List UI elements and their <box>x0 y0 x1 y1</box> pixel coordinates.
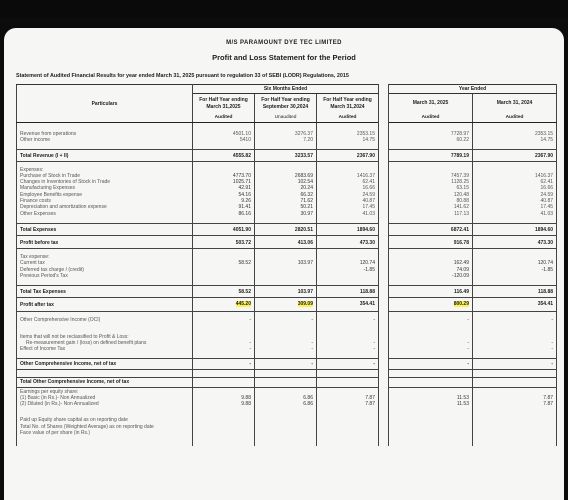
col-status: Unaudited <box>255 113 317 123</box>
table-row <box>17 312 557 328</box>
cell-value: 102.54 <box>297 179 313 186</box>
cell-value: 2683.69 <box>294 172 313 179</box>
table-row <box>17 161 557 223</box>
cell-value: - <box>467 339 469 346</box>
group-year-ended: Year Ended <box>389 85 557 94</box>
cell-value: 1894.60 <box>473 223 557 235</box>
cell-value: 24.59 <box>540 191 554 198</box>
section-heading: Expenses: <box>20 166 44 173</box>
cell-value: 54.16 <box>238 191 251 198</box>
top-bar <box>0 0 568 18</box>
table-row <box>17 123 557 150</box>
cell-value: 16.66 <box>540 185 554 192</box>
cell-value: 4051.90 <box>193 223 255 235</box>
cell-value: 60.22 <box>456 137 469 144</box>
row-label: Finance costs <box>20 198 51 205</box>
cell-value: 473.30 <box>317 235 379 248</box>
statement-subtitle: Statement of Audited Financial Results for year ended March 31, 2025 pursuant to regulation 33 of SEBI (LODR) Regulations, 2015 <box>16 73 349 79</box>
col-name: March 31, 2024 <box>473 94 557 114</box>
cell-value: 80.88 <box>456 198 469 205</box>
row-label: Purchase of Stock in Trade <box>20 172 81 179</box>
cell-value: 9.88 <box>241 394 251 401</box>
cell-value: 2367.90 <box>317 149 379 161</box>
row-label: Manufacturing Expenses <box>20 185 76 192</box>
table-row <box>17 298 557 312</box>
company-name: M/S PARAMOUNT DYE TEC LIMITED <box>226 40 342 46</box>
table-row <box>17 358 557 369</box>
cell-value: 7.87 <box>543 401 554 408</box>
cell-value: 118.88 <box>473 286 557 298</box>
cell-value: 2820.51 <box>255 223 317 235</box>
cell-value: 354.41 <box>473 298 557 312</box>
cell-value: 40.87 <box>540 198 554 205</box>
cell-value: 58.52 <box>193 286 255 298</box>
cell-value: - <box>317 358 379 369</box>
cell-value: -120.09 <box>452 272 469 279</box>
col-name: March 31, 2025 <box>389 94 473 114</box>
row-label: Total Expenses <box>17 223 193 235</box>
cell-value: 1416.37 <box>356 172 375 179</box>
row-label: Previous Period's Tax <box>20 272 68 279</box>
cell-value: 63.15 <box>456 185 469 192</box>
cell-value: 7457.39 <box>450 172 469 179</box>
cell-value: - <box>373 346 375 353</box>
row-label: Deferred tax charge / (credit) <box>20 266 84 273</box>
cell-value: 2353.15 <box>534 131 554 137</box>
cell-value: 4501.10 <box>232 131 251 137</box>
table-row <box>17 413 557 446</box>
col-status: Audited <box>389 113 473 123</box>
cell-value: 5410 <box>239 137 251 144</box>
cell-value: - <box>249 339 251 346</box>
cell-value: 141.62 <box>453 204 469 211</box>
table-row <box>17 223 557 235</box>
cell-value: 6.86 <box>303 401 313 408</box>
cell-value: 3276.37 <box>294 131 313 137</box>
cell-value: 1128.25 <box>451 179 469 186</box>
row-label: Depreciation and amortization expense <box>20 204 107 211</box>
cell-value: 116.49 <box>389 286 473 298</box>
col-particulars: Particulars <box>17 85 193 123</box>
cell-value: 30.97 <box>300 210 313 217</box>
table-row <box>17 328 557 358</box>
cell-value: 1894.60 <box>317 223 379 235</box>
cell-value: - <box>193 358 255 369</box>
row-label: Re-measurement gain / (loss) on defined benefit plans <box>26 339 147 346</box>
cell-value: 2367.90 <box>473 149 557 161</box>
group-six-months: Six Months Ended <box>193 85 379 94</box>
row-label: Total No. of Shares (Weighted Average) as on reporting date <box>20 423 154 430</box>
row-label: Profit after tax <box>17 298 193 312</box>
cell-value: 4773.70 <box>232 172 251 179</box>
col-name: For Half Year ending March 31,2024 <box>317 94 379 114</box>
row-label: Total Other Comprehensive Income, net of tax <box>17 377 193 387</box>
row-label: (1) Basic (in Rs.)- Non Annualized <box>20 394 96 401</box>
cell-value: 413.06 <box>255 235 317 248</box>
cell-value: 103.97 <box>297 260 313 267</box>
cell-value: 3233.57 <box>255 149 317 161</box>
cell-value: 9.26 <box>241 198 251 205</box>
row-label: Paid up Equity share capital as on reporting date <box>20 417 128 424</box>
cell-value: 309.09 <box>297 301 313 308</box>
row-label: Effect of Income Tax <box>20 346 66 353</box>
cell-value: 800.29 <box>453 301 469 308</box>
cell-value: 42.91 <box>238 185 251 192</box>
pnl-table <box>16 84 557 446</box>
cell-value: 74.09 <box>456 266 469 273</box>
row-label: Face value of per share (in Rs.) <box>20 430 91 437</box>
cell-value: 71.62 <box>300 198 313 205</box>
cell-value: - <box>389 358 473 369</box>
cell-value: 17.45 <box>540 204 554 211</box>
cell-value: 11.53 <box>456 394 469 401</box>
cell-value: 24.59 <box>362 191 375 198</box>
cell-value: 40.87 <box>362 198 375 205</box>
col-name: For Half Year ending September 30,2024 <box>255 94 317 114</box>
cell-value: 916.78 <box>389 235 473 248</box>
cell-value: 17.45 <box>362 204 375 211</box>
cell-value: 354.41 <box>317 298 379 312</box>
table-row <box>17 248 557 285</box>
cell-value: 14.75 <box>362 137 375 144</box>
row-label: Total Revenue (I + II) <box>17 149 193 161</box>
row-label: Profit before tax <box>17 235 193 248</box>
cell-value: 41.03 <box>540 210 554 217</box>
table-row <box>17 387 557 413</box>
cell-value: - <box>311 339 313 346</box>
cell-value: - <box>249 346 251 353</box>
row-label: Employee Benefits expense <box>20 191 82 198</box>
cell-value: 162.49 <box>453 260 469 267</box>
cell-value: 2353.15 <box>356 131 375 137</box>
cell-value: 7728.97 <box>450 131 469 137</box>
cell-value: 58.52 <box>238 260 251 267</box>
cell-value: 7.87 <box>543 394 554 401</box>
row-label: Revenue from operations <box>20 131 77 137</box>
cell-value: - <box>389 312 473 328</box>
cell-value: - <box>317 312 379 328</box>
cell-value: 118.88 <box>317 286 379 298</box>
cell-value: - <box>193 312 255 328</box>
cell-value: 7.20 <box>303 137 313 144</box>
cell-value: 11.53 <box>456 401 469 408</box>
cell-value: -1.85 <box>363 266 375 273</box>
cell-value: 103.97 <box>255 286 317 298</box>
cell-value: 66.32 <box>300 191 313 198</box>
cell-value: 7789.19 <box>389 149 473 161</box>
cell-value: 473.30 <box>473 235 557 248</box>
row-label: Earnings per equity share: <box>20 388 79 395</box>
cell-value: 41.03 <box>362 210 375 217</box>
cell-value: 20.24 <box>300 185 313 192</box>
row-label: Other Expenses <box>20 210 56 217</box>
row-label: Current tax <box>20 260 45 267</box>
cell-value: 86.16 <box>238 210 251 217</box>
cell-value: 503.72 <box>193 235 255 248</box>
cell-value: 91.41 <box>238 204 251 211</box>
cell-value: 1416.37 <box>534 172 554 179</box>
cell-value: 445.20 <box>235 301 251 308</box>
table-row <box>17 235 557 248</box>
col-name: For Half Year ending March 31,2025 <box>193 94 255 114</box>
row-label: Items that will not be reclassified to Profit & Loss: <box>20 333 129 340</box>
cell-value: 117.13 <box>454 210 469 217</box>
row-label: Other Comprehensive Income, net of tax <box>17 358 193 369</box>
cell-value: 62.41 <box>362 179 375 186</box>
cell-value: - <box>473 358 557 369</box>
col-status: Audited <box>193 113 255 123</box>
cell-value: 7.87 <box>365 394 375 401</box>
cell-value: 16.66 <box>362 185 375 192</box>
row-label: (2) Diluted (in Rs.)- Non Annualized <box>20 401 99 408</box>
statement-title: Profit and Loss Statement for the Period <box>212 53 356 62</box>
col-status: Audited <box>473 113 557 123</box>
section-heading: Tax expense: <box>20 253 50 260</box>
cell-value: - <box>473 312 557 328</box>
statement-document <box>4 28 564 500</box>
row-label: Total Tax Expenses <box>17 286 193 298</box>
cell-value: 14.75 <box>540 137 554 144</box>
cell-value: 6872.41 <box>389 223 473 235</box>
cell-value: 1025.71 <box>232 179 251 186</box>
cell-value: - <box>467 346 469 353</box>
header-row-groups <box>17 85 557 94</box>
table-row <box>17 149 557 161</box>
cell-value: 4555.82 <box>193 149 255 161</box>
cell-value: - <box>373 339 375 346</box>
table-row <box>17 286 557 298</box>
cell-value: - <box>551 339 554 346</box>
row-label: Other income <box>20 137 51 144</box>
cell-value: 7.87 <box>365 401 375 408</box>
cell-value: 120.74 <box>537 260 554 267</box>
cell-value: -1.85 <box>541 266 554 273</box>
cell-value: 120.74 <box>359 260 375 267</box>
cell-value: 50.21 <box>300 204 313 211</box>
cell-value: 6.86 <box>303 394 313 401</box>
col-status: Audited <box>317 113 379 123</box>
cell-value: - <box>255 312 317 328</box>
cell-value: - <box>255 358 317 369</box>
cell-value: - <box>551 346 554 353</box>
table-row <box>17 377 557 387</box>
cell-value: - <box>311 346 313 353</box>
row-label: Other Comprehensive Income (OCI) <box>17 312 193 328</box>
cell-value: 62.41 <box>540 179 554 186</box>
cell-value: 120.48 <box>453 191 469 198</box>
row-label: Changes in Inventories of Stock in Trade <box>20 179 111 186</box>
cell-value: 9.88 <box>241 401 251 408</box>
